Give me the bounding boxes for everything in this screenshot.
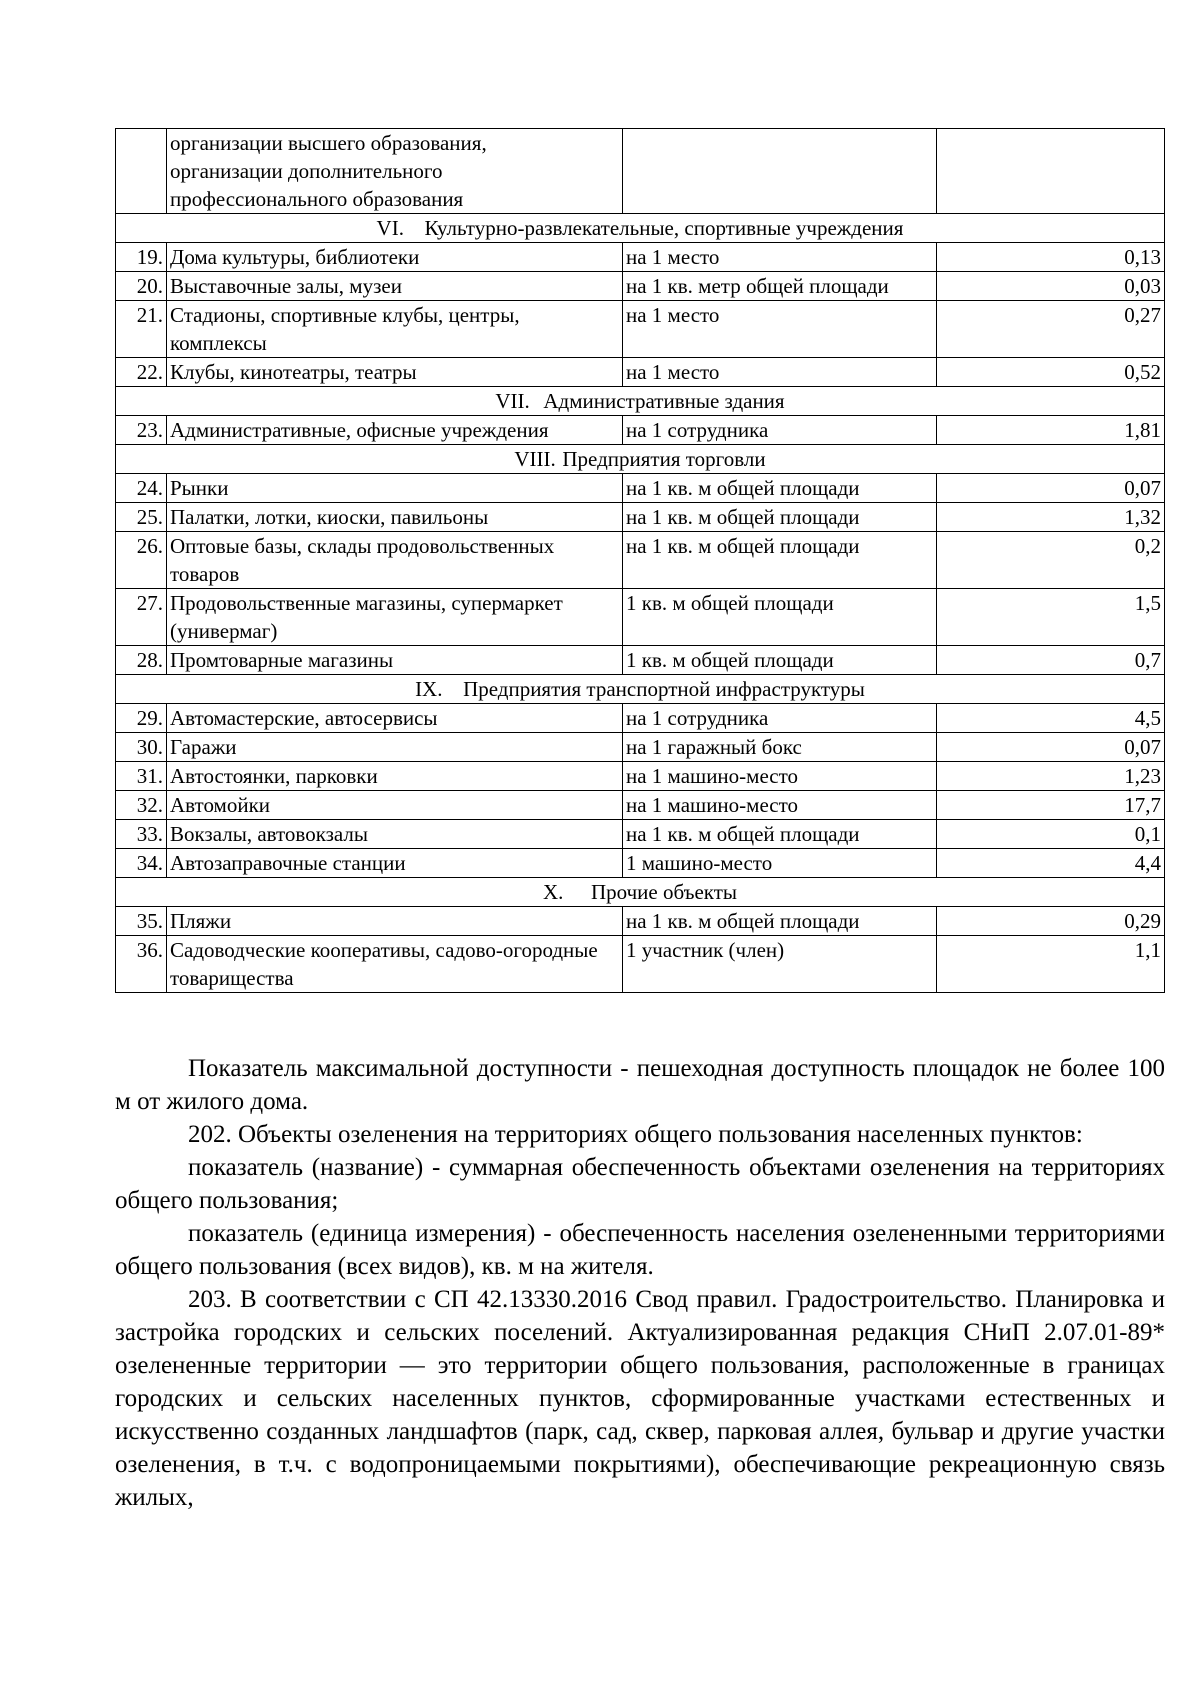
row-number-cell: 20. — [116, 272, 167, 301]
object-name-cell: Клубы, кинотеатры, театры — [167, 358, 623, 387]
table-row — [116, 243, 1165, 272]
value-cell: 17,7 — [937, 791, 1165, 820]
row-number-cell: 28. — [116, 646, 167, 675]
table-row — [116, 301, 1165, 358]
section-header-row — [116, 445, 1165, 474]
body-text — [115, 1052, 1165, 1514]
unit-cell: на 1 кв. м общей площади — [623, 907, 937, 936]
object-name-cell: Палатки, лотки, киоски, павильоны — [167, 503, 623, 532]
object-name-cell: Стадионы, спортивные клубы, центры, комплексы — [167, 301, 623, 358]
section-header-cell — [116, 878, 1165, 907]
section-header-row — [116, 214, 1165, 243]
table-row — [116, 416, 1165, 445]
row-number-cell: 32. — [116, 791, 167, 820]
row-number-cell: 24. — [116, 474, 167, 503]
unit-cell: на 1 кв. м общей площади — [623, 474, 937, 503]
table-row — [116, 733, 1165, 762]
section-header-cell — [116, 675, 1165, 704]
value-cell: 1,81 — [937, 416, 1165, 445]
table-row — [116, 589, 1165, 646]
section-header-row — [116, 878, 1165, 907]
unit-cell: на 1 кв. метр общей площади — [623, 272, 937, 301]
value-cell: 0,52 — [937, 358, 1165, 387]
unit-cell: на 1 место — [623, 301, 937, 358]
value-cell: 0,07 — [937, 474, 1165, 503]
object-name-cell: Промтоварные магазины — [167, 646, 623, 675]
value-cell: 0,2 — [937, 532, 1165, 589]
object-name-cell: Дома культуры, библиотеки — [167, 243, 623, 272]
object-name-cell — [167, 129, 623, 214]
unit-cell: на 1 кв. м общей площади — [623, 503, 937, 532]
object-name-cell: Оптовые базы, склады продовольственных товаров — [167, 532, 623, 589]
table-row — [116, 849, 1165, 878]
value-cell: 0,27 — [937, 301, 1165, 358]
row-number-cell: 26. — [116, 532, 167, 589]
object-name-line: профессионального образования — [170, 187, 464, 211]
object-name-line: организации дополнительного — [170, 159, 443, 183]
row-number-cell: 34. — [116, 849, 167, 878]
unit-cell: на 1 место — [623, 243, 937, 272]
row-number-cell: 31. — [116, 762, 167, 791]
section-title: Прочие объекты — [590, 880, 738, 904]
unit-cell: на 1 сотрудника — [623, 704, 937, 733]
unit-cell: на 1 кв. м общей площади — [623, 532, 937, 589]
paragraph: 202. Объекты озеленения на территориях общего пользования населенных пунктов: — [188, 1121, 1083, 1148]
unit-cell: 1 участник (член) — [623, 936, 937, 993]
table-row — [116, 474, 1165, 503]
object-name-cell: Автомойки — [167, 791, 623, 820]
table-row — [116, 762, 1165, 791]
row-number-cell: 33. — [116, 820, 167, 849]
unit-cell: 1 кв. м общей площади — [623, 646, 937, 675]
unit-cell: на 1 машино-место — [623, 791, 937, 820]
object-name-cell: Гаражи — [167, 733, 623, 762]
section-number: VII. — [495, 389, 530, 413]
unit-cell: на 1 место — [623, 358, 937, 387]
section-title: Предприятия торговли — [562, 447, 766, 471]
section-header-cell — [116, 445, 1165, 474]
table-row — [116, 272, 1165, 301]
section-title: Предприятия транспортной инфраструктуры — [463, 677, 865, 701]
row-number-cell: 35. — [116, 907, 167, 936]
norms-table — [115, 128, 1165, 993]
table-row — [116, 791, 1165, 820]
row-number-cell: 22. — [116, 358, 167, 387]
value-cell: 0,7 — [937, 646, 1165, 675]
section-header-cell — [116, 387, 1165, 416]
value-cell: 1,5 — [937, 589, 1165, 646]
object-name-cell: Рынки — [167, 474, 623, 503]
value-cell: 4,4 — [937, 849, 1165, 878]
table-row — [116, 936, 1165, 993]
unit-cell: на 1 сотрудника — [623, 416, 937, 445]
unit-cell: на 1 машино-место — [623, 762, 937, 791]
table-row — [116, 704, 1165, 733]
value-cell: 4,5 — [937, 704, 1165, 733]
unit-cell — [623, 129, 937, 214]
section-number: VI. — [376, 216, 404, 240]
object-name-cell: Административные, офисные учреждения — [167, 416, 623, 445]
object-name-cell: Автомастерские, автосервисы — [167, 704, 623, 733]
value-cell: 0,13 — [937, 243, 1165, 272]
row-number-cell: 25. — [116, 503, 167, 532]
row-number-cell: 19. — [116, 243, 167, 272]
table-row — [116, 503, 1165, 532]
section-number: X. — [542, 880, 564, 904]
row-number-cell: 30. — [116, 733, 167, 762]
row-number-cell: 29. — [116, 704, 167, 733]
unit-cell: 1 машино-место — [623, 849, 937, 878]
value-cell — [937, 129, 1165, 214]
section-header-row — [116, 675, 1165, 704]
paragraph: показатель (название) - суммарная обеспеченность объектами озеленения на территориях общего пользования; — [115, 1154, 1165, 1214]
object-name-cell: Продовольственные магазины, супермаркет (универмаг) — [167, 589, 623, 646]
section-number: VIII. — [514, 447, 556, 471]
paragraph: Показатель максимальной доступности - пешеходная доступность площадок не более 100 м от жилого дома. — [115, 1055, 1165, 1115]
object-name-cell: Выставочные залы, музеи — [167, 272, 623, 301]
section-title: Административные здания — [543, 389, 785, 413]
unit-cell: 1 кв. м общей площади — [623, 589, 937, 646]
object-name-cell: Пляжи — [167, 907, 623, 936]
table-row — [116, 532, 1165, 589]
value-cell: 1,1 — [937, 936, 1165, 993]
table-row — [116, 646, 1165, 675]
paragraph: показатель (единица измерения) - обеспеченность населения озелененными территориями общего пользования (всех видов), кв. м на жителя. — [115, 1220, 1165, 1280]
row-number-cell: 23. — [116, 416, 167, 445]
value-cell: 0,29 — [937, 907, 1165, 936]
row-number-cell — [116, 129, 167, 214]
row-number-cell: 36. — [116, 936, 167, 993]
norms-table-body — [116, 129, 1165, 993]
object-name-cell: Автостоянки, парковки — [167, 762, 623, 791]
table-row — [116, 358, 1165, 387]
unit-cell: на 1 гаражный бокс — [623, 733, 937, 762]
value-cell: 0,1 — [937, 820, 1165, 849]
object-name-cell: Садоводческие кооперативы, садово-огородные товарищества — [167, 936, 623, 993]
section-header-cell — [116, 214, 1165, 243]
section-title: Культурно-развлекательные, спортивные учреждения — [424, 216, 904, 240]
object-name-cell: Автозаправочные станции — [167, 849, 623, 878]
table-row — [116, 907, 1165, 936]
object-name-line: организации высшего образования, — [170, 131, 487, 155]
value-cell: 0,03 — [937, 272, 1165, 301]
object-name-cell: Вокзалы, автовокзалы — [167, 820, 623, 849]
value-cell: 0,07 — [937, 733, 1165, 762]
table-row-continued — [116, 129, 1165, 214]
unit-cell: на 1 кв. м общей площади — [623, 820, 937, 849]
value-cell: 1,23 — [937, 762, 1165, 791]
row-number-cell: 27. — [116, 589, 167, 646]
section-header-row — [116, 387, 1165, 416]
paragraph: 203. В соответствии с СП 42.13330.2016 Свод правил. Градостроительство. Планировка и застройка городских и сельских поселений. Актуализированная редакция СНиП 2.07.01-89* озелененные территории — это территории общего пользования, расположенные в границах городских и сельских населенных пунктов, сформированные участками естественных и искусственно созданных ландшафтов (парк, сад, сквер, парковая аллея, бульвар и другие участки озеленения, в т.ч. с водопроницаемыми покрытиями), обеспечивающие рекреационную связь жилых, — [115, 1286, 1165, 1511]
section-number: IX. — [415, 677, 443, 701]
row-number-cell: 21. — [116, 301, 167, 358]
value-cell: 1,32 — [937, 503, 1165, 532]
table-row — [116, 820, 1165, 849]
